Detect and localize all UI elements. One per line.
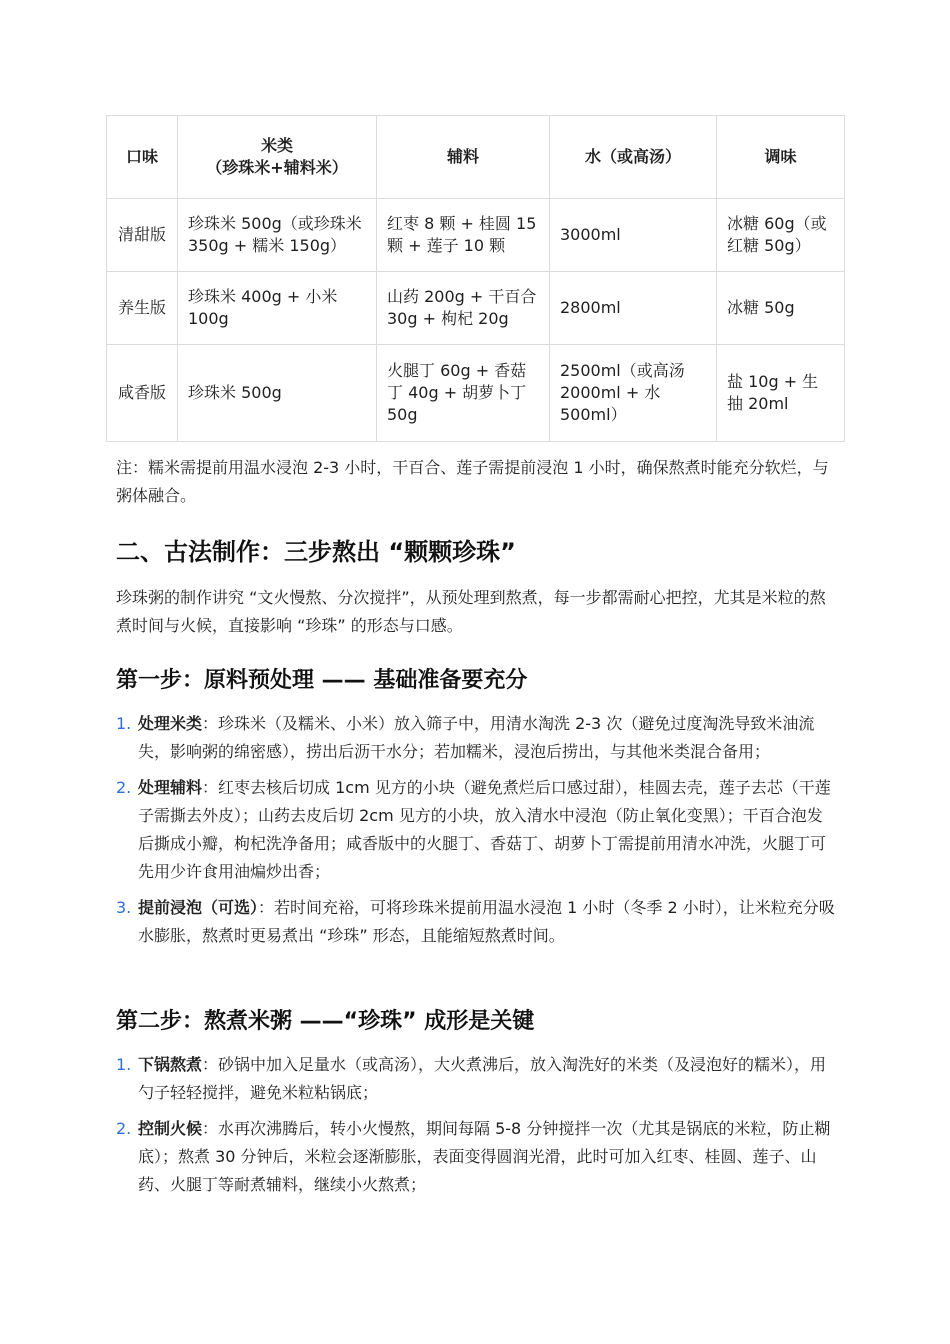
list-item — [116, 1051, 838, 1107]
step2-list — [116, 1051, 838, 1207]
list-item — [116, 894, 838, 950]
header-rice-line2: （珍珠米+辅料米） — [206, 158, 348, 177]
cell-aux: 山药 200g + 干百合 30g + 枸杞 20g — [377, 272, 550, 345]
list-item-text: ：红枣去核后切成 1cm 见方的小块（避免煮烂后口感过甜），桂圆去壳，莲子去芯（干莲子需撕去外皮）；山药去皮后切 2cm 见方的小块，放入清水中浸泡（防止氧化变黑）；干百合泡发后撕成小瓣，枸杞洗净备用；咸香版中的火腿丁、香菇丁、胡萝卜丁需提前用清水冲洗，火腿丁可先用少许食用油煸炒出香； — [138, 778, 831, 881]
section-intro: 珍珠粥的制作讲究 “文火慢熬、分次搅拌”，从预处理到熬煮，每一步都需耐心把控，尤其是米粒的熬煮时间与火候，直接影响 “珍珠” 的形态与口感。 — [116, 588, 826, 635]
table-row — [107, 199, 845, 272]
header-water: 水（或高汤） — [550, 116, 717, 199]
list-number: 2. — [116, 778, 132, 797]
list-item-text: ：若时间充裕，可将珍珠米提前用温水浸泡 1 小时（冬季 2 小时），让米粒充分吸水膨胀，熬煮时更易煮出 “珍珠” 形态，且能缩短熬煮时间。 — [138, 898, 835, 945]
list-number: 3. — [116, 898, 132, 917]
cell-aux: 红枣 8 颗 + 桂圆 15 颗 + 莲子 10 颗 — [377, 199, 550, 272]
cell-aux: 火腿丁 60g + 香菇丁 40g + 胡萝卜丁 50g — [377, 345, 550, 442]
cell-flavor: 养生版 — [107, 272, 178, 345]
cell-rice: 珍珠米 500g — [178, 345, 377, 442]
header-flavor: 口味 — [107, 116, 178, 199]
cell-season: 盐 10g + 生抽 20ml — [717, 345, 845, 442]
list-item-label: 提前浸泡（可选） — [138, 898, 259, 917]
recipe-table — [106, 115, 845, 442]
cell-flavor: 咸香版 — [107, 345, 178, 442]
cell-water: 2800ml — [550, 272, 717, 345]
cell-season: 冰糖 60g（或红糖 50g） — [717, 199, 845, 272]
list-item — [116, 710, 838, 766]
step2-title: 第二步：熬煮米粥 ——“珍珠” 成形是关键 — [116, 1009, 535, 1034]
table-header-row — [107, 116, 845, 199]
table-row — [107, 272, 845, 345]
list-item-text: ：水再次沸腾后，转小火慢熬，期间每隔 5-8 分钟搅拌一次（尤其是锅底的米粒，防止糊底）；熬煮 30 分钟后，米粒会逐渐膨胀，表面变得圆润光滑，此时可加入红枣、桂圆、莲子、山药、火腿丁等耐煮辅料，继续小火熬煮； — [138, 1119, 831, 1194]
list-item-label: 下锅熬煮 — [138, 1055, 203, 1074]
list-item-text: ：砂锅中加入足量水（或高汤），大火煮沸后，放入淘洗好的米类（及浸泡好的糯米），用勺子轻轻搅拌，避免米粒粘锅底； — [138, 1055, 827, 1102]
table-note: 注：糯米需提前用温水浸泡 2-3 小时，干百合、莲子需提前浸泡 1 小时，确保熬煮时能充分软烂，与粥体融合。 — [116, 458, 829, 505]
list-number: 1. — [116, 1055, 132, 1074]
list-item-label: 处理辅料 — [138, 778, 203, 797]
header-rice-line1: 米类 — [260, 136, 293, 155]
table-row — [107, 345, 845, 442]
cell-rice: 珍珠米 500g（或珍珠米 350g + 糯米 150g） — [178, 199, 377, 272]
cell-water: 3000ml — [550, 199, 717, 272]
header-season: 调味 — [717, 116, 845, 199]
section-title: 二、古法制作：三步熬出 “颗颗珍珠” — [116, 538, 516, 566]
list-item-text: ：珍珠米（及糯米、小米）放入筛子中，用清水淘洗 2-3 次（避免过度淘洗导致米油流失，影响粥的绵密感），捞出后沥干水分；若加糯米，浸泡后捞出，与其他米类混合备用； — [138, 714, 815, 761]
cell-flavor: 清甜版 — [107, 199, 178, 272]
cell-rice: 珍珠米 400g + 小米 100g — [178, 272, 377, 345]
list-item — [116, 774, 838, 886]
header-aux: 辅料 — [377, 116, 550, 199]
list-number: 2. — [116, 1119, 132, 1138]
list-item-label: 处理米类 — [138, 714, 203, 733]
cell-season: 冰糖 50g — [717, 272, 845, 345]
list-item-label: 控制火候 — [138, 1119, 203, 1138]
list-number: 1. — [116, 714, 132, 733]
step1-title: 第一步：原料预处理 —— 基础准备要充分 — [116, 668, 528, 693]
header-rice — [178, 116, 377, 199]
step1-list — [116, 710, 838, 958]
cell-water: 2500ml（或高汤 2000ml + 水 500ml） — [550, 345, 717, 442]
list-item — [116, 1115, 838, 1199]
